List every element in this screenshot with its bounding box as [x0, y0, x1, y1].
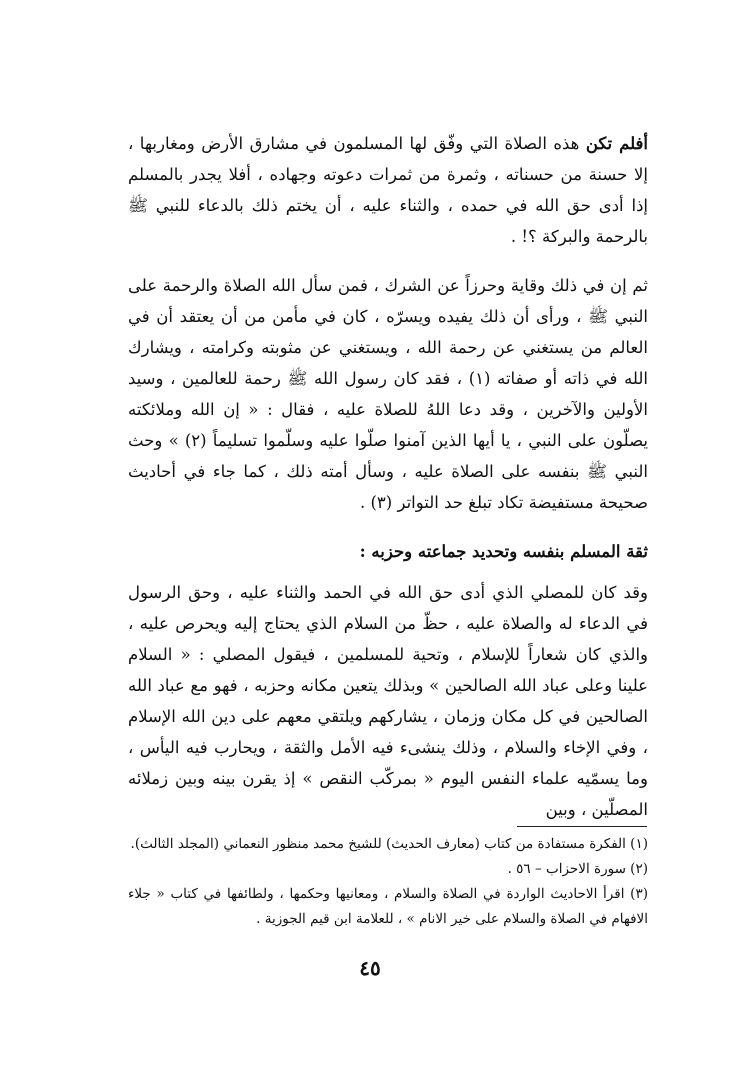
paragraph-1 — [128, 128, 648, 252]
paragraph-2: ثم إن في ذلك وقاية وحرزاً عن الشرك ، فمن سأل الله الصلاة والرحمة على النبي ﷺ ، ورأى أن ذلك يفيده ويسرّه ، كان في مأمن من أن يعتقد أن في العالم من يستغني عن رحمة الله ، ويستغني عن مثوبته وكرامته ، ويشارك الله في ذاته أو صفاته (١) ، فقد كان رسول الله ﷺ رحمة للعالمين ، وسيد الأولين والآخرين ، وقد دعا اللهُ للصلاة عليه ، فقال : « إن الله وملائكته يصلّون على النبي ، يا أيها الذين آمنوا صلّوا عليه وسلّموا تسليماً (٢) » وحث النبي ﷺ بنفسه على الصلاة عليه ، وسأل أمته ذلك ، كما جاء في أحاديث صحيحة مستفيضة تكاد تبلغ حد التواتر (٣) . — [128, 276, 648, 512]
footnote-3: (٣) اقرأ الاحاديث الواردة في الصلاة والسلام ، ومعانيها وحكمها ، ولطائفها في كتاب « جلاء الافهام في الصلاة والسلام على خير الانام » ، للعلامة ابن قيم الجوزية . — [128, 886, 648, 927]
footnote-2: (٢) سورة الاحزاب – ٥٦ . — [507, 861, 648, 877]
footnote-divider — [517, 826, 647, 827]
paragraph-1-lead: أفلم تكن — [585, 134, 648, 153]
paragraph-1-text: هذه الصلاة التي وفّق لها المسلمون في مشارق الأرض ومغاربها ، إلا حسنة من حسناته ، وثمرة من ثمرات دعوته وجهاده ، أفلا يجدر بالمسلم إذا أدى حق الله في حمده ، والثناء عليه ، أن يختم ذلك بالدعاء للنبي ﷺ بالرحمة والبركة ؟! . — [128, 134, 648, 246]
paragraph-3: وقد كان للمصلي الذي أدى حق الله في الحمد والثناء عليه ، وحق الرسول في الدعاء له والصلاة عليه ، حظّ من السلام الذي يحتاج إليه ويحرص عليه ، والذي كان شعاراً للإسلام ، وتحية للمسلمين ، فيقول المصلي : « السلام علينا وعلى عباد الله الصالحين » وبذلك يتعين مكانه وحزبه ، فهو مع عباد الله الصالحين في كل مكان وزمان ، يشاركهم ويلتقي معهم على دين الله الإسلام ، وفي الإخاء والسلام ، وذلك ينشىء فيه الأمل والثقة ، ويحارب فيه اليأس ، وما يسمّيه علماء النفس اليوم « بمركّب النقص » إذ يقرن بينه وبين زملائه المصلّين ، وبين — [128, 583, 648, 819]
footnote-1: (١) الفكرة مستفادة من كتاب (معارف الحديث) للشيخ محمد منظور النعماني (المجلد الثالث). — [130, 836, 648, 852]
page-number: ٤٥ — [359, 956, 381, 980]
footnotes — [128, 832, 648, 932]
section-heading: ثقة المسلم بنفسه وتحديد جماعته وحزبه : — [359, 542, 648, 561]
page-body — [128, 128, 648, 825]
